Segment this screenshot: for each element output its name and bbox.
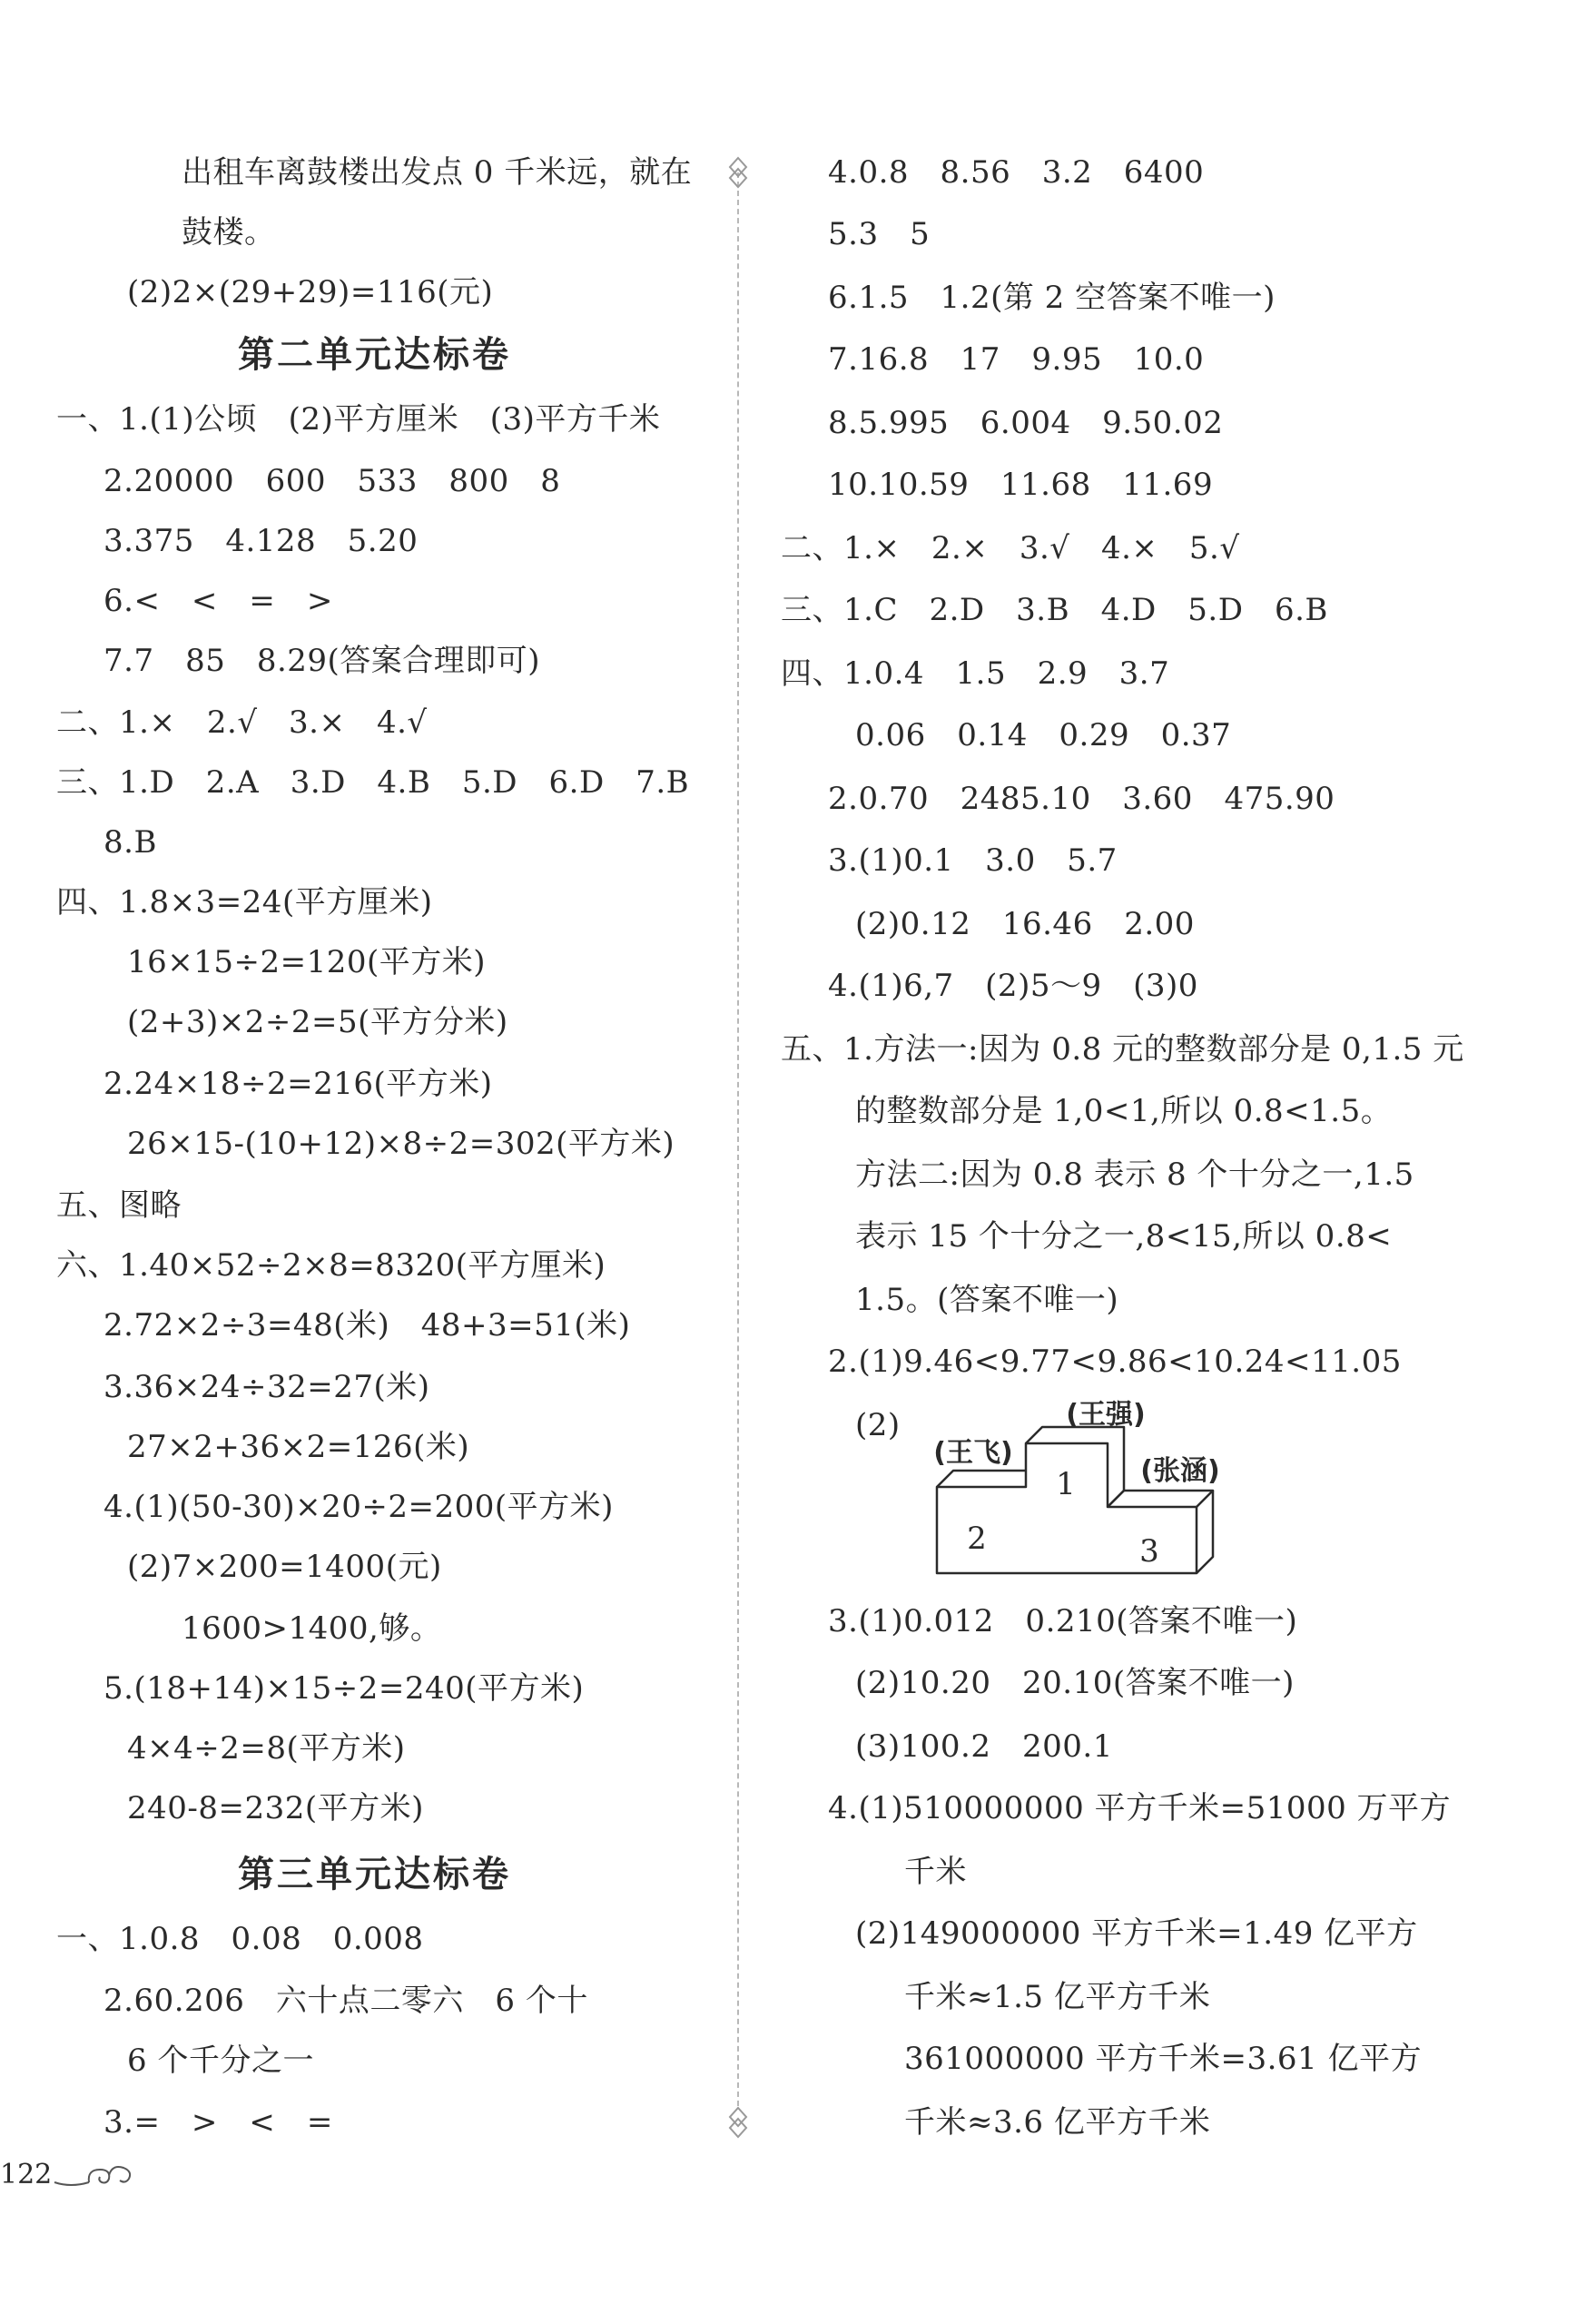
answer-line: 2.0.70 2485.10 3.60 475.90 xyxy=(828,781,1335,817)
answer-line: 二、1.× 2.√ 3.× 4.√ xyxy=(56,704,428,741)
answer-line: 四、1.0.4 1.5 2.9 3.7 xyxy=(781,655,1170,692)
answer-line: 0.06 0.14 0.29 0.37 xyxy=(855,717,1232,753)
answer-line: 27×2+36×2=126(米) xyxy=(127,1429,470,1465)
answer-line: 4.(1)6,7 (2)5～9 (3)0 xyxy=(828,968,1198,1004)
answer-line: 三、1.D 2.A 3.D 4.B 5.D 6.D 7.B xyxy=(56,764,690,801)
answer-line: 4.(1)510000000 平方千米=51000 万平方 xyxy=(828,1790,1452,1826)
answer-line: 2.24×18÷2=216(平方米) xyxy=(103,1066,493,1102)
answer-line: 二、1.× 2.× 3.√ 4.× 5.√ xyxy=(781,530,1240,566)
answer-line: 千米≈3.6 亿平方千米 xyxy=(904,2104,1211,2141)
answer-line: 千米≈1.5 亿平方千米 xyxy=(904,1979,1211,2015)
answer-line: (2)7×200=1400(元) xyxy=(127,1549,442,1585)
podium-second-name: (王飞) xyxy=(933,1437,1013,1469)
divider-ornament-icon xyxy=(726,156,750,189)
answer-line: 六、1.40×52÷2×8=8320(平方厘米) xyxy=(56,1247,606,1284)
answer-line: (2)10.20 20.10(答案不唯一) xyxy=(855,1665,1295,1701)
answer-line: 4×4÷2=8(平方米) xyxy=(127,1730,406,1767)
answer-line: 10.10.59 11.68 11.69 xyxy=(828,467,1214,503)
podium-place-3: 3 xyxy=(1139,1533,1159,1570)
answer-line: 7.7 85 8.29(答案合理即可) xyxy=(103,643,541,679)
answer-line: 6.< < = > xyxy=(103,583,333,619)
answer-line: (2)149000000 平方千米=1.49 亿平方 xyxy=(855,1915,1418,1952)
answer-line: 16×15÷2=120(平方米) xyxy=(127,944,487,980)
answer-line: 5.(18+14)×15÷2=240(平方米) xyxy=(103,1670,585,1707)
answer-line: 一、1.0.8 0.08 0.008 xyxy=(56,1921,424,1957)
section-heading: 第三单元达标卷 xyxy=(238,1854,511,1895)
answer-line: 8.B xyxy=(103,824,157,861)
answer-line: (3)100.2 200.1 xyxy=(855,1728,1113,1765)
podium-place-2: 2 xyxy=(967,1521,987,1557)
answer-line: 出租车离鼓楼出发点 0 千米远，就在 xyxy=(182,154,693,191)
section-heading: 第二单元达标卷 xyxy=(238,334,511,376)
answer-line: (2) xyxy=(855,1407,901,1443)
answer-line: 7.16.8 17 9.95 10.0 xyxy=(828,341,1205,378)
podium-third-name: (张涵) xyxy=(1140,1455,1220,1487)
answer-line: 4.0.8 8.56 3.2 6400 xyxy=(828,154,1205,191)
answer-line: 2.(1)9.46<9.77<9.86<10.24<11.05 xyxy=(828,1344,1402,1380)
answer-line: 五、图略 xyxy=(56,1187,182,1224)
answer-line: 三、1.C 2.D 3.B 4.D 5.D 6.B xyxy=(781,592,1328,628)
answer-line: (2)0.12 16.46 2.00 xyxy=(855,906,1195,942)
answer-line: 3.(1)0.1 3.0 5.7 xyxy=(828,842,1118,879)
answer-line: (2+3)×2÷2=5(平方分米) xyxy=(127,1004,508,1040)
cloud-ornament-icon xyxy=(53,2155,134,2191)
answer-line: 一、1.(1)公顷 (2)平方厘米 (3)平方千米 xyxy=(56,401,661,438)
answer-line: (2)2×(29+29)=116(元) xyxy=(127,274,494,310)
answer-line: 五、1.方法一:因为 0.8 元的整数部分是 0,1.5 元 xyxy=(781,1031,1464,1068)
answer-line: 6 个千分之一 xyxy=(127,2042,314,2079)
answer-line: 四、1.8×3=24(平方厘米) xyxy=(56,884,433,920)
answer-line: 千米 xyxy=(904,1854,967,1890)
answer-line: 1.5。(答案不唯一) xyxy=(855,1282,1119,1318)
answer-line: 26×15-(10+12)×8÷2=302(平方米) xyxy=(127,1126,675,1162)
answer-line: 2.72×2÷3=48(米) 48+3=51(米) xyxy=(103,1307,631,1344)
column-divider xyxy=(737,172,739,2106)
answer-line: 8.5.995 6.004 9.50.02 xyxy=(828,405,1224,441)
answer-line: 2.60.206 六十点二零六 6 个十 xyxy=(103,1983,588,2019)
answer-line: 3.36×24÷32=27(米) xyxy=(103,1369,430,1405)
answer-line: 240-8=232(平方米) xyxy=(127,1790,424,1826)
podium-place-1: 1 xyxy=(1056,1466,1076,1502)
answer-line: 361000000 平方千米=3.61 亿平方 xyxy=(904,2041,1422,2077)
answer-line: 3.= > < = xyxy=(103,2104,333,2141)
podium-diagram xyxy=(908,1396,1235,1578)
answer-line: 4.(1)(50-30)×20÷2=200(平方米) xyxy=(103,1489,614,1525)
answer-line: 表示 15 个十分之一,8<15,所以 0.8< xyxy=(855,1218,1393,1255)
page-number: 122 xyxy=(0,2159,53,2190)
answer-line: 3.375 4.128 5.20 xyxy=(103,523,419,559)
answer-line: 2.20000 600 533 800 8 xyxy=(103,463,561,499)
answer-line: 方法二:因为 0.8 表示 8 个十分之一,1.5 xyxy=(855,1157,1414,1193)
answer-line: 的整数部分是 1,0<1,所以 0.8<1.5。 xyxy=(855,1093,1393,1129)
podium-first-name: (王强) xyxy=(1066,1399,1146,1431)
answer-line: 5.3 5 xyxy=(828,216,931,252)
divider-ornament-icon xyxy=(726,2106,750,2139)
answer-line: 鼓楼。 xyxy=(182,214,276,251)
answer-line: 3.(1)0.012 0.210(答案不唯一) xyxy=(828,1603,1298,1639)
answer-line: 6.1.5 1.2(第 2 空答案不唯一) xyxy=(828,280,1276,316)
answer-line: 1600>1400,够。 xyxy=(182,1610,442,1647)
